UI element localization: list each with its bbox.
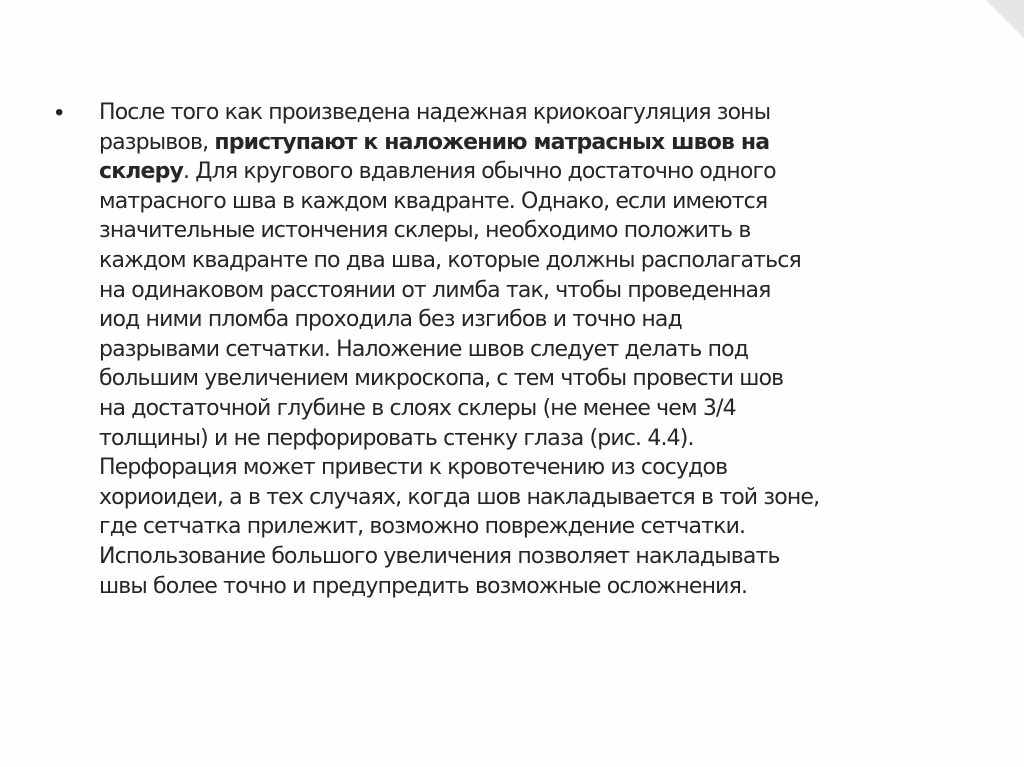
slide-corner-decoration [986,0,1024,38]
paragraph-line: разрывами сетчатки. Наложение швов следует делать под [99,336,749,362]
paragraph-line: каждом квадранте по два шва, которые должны располагаться [99,247,801,273]
paragraph-line: значительные истончения склеры, необходимо положить в [99,218,751,244]
paragraph-line: Использование большого увеличения позволяет накладывать [99,543,780,569]
paragraph-line: где сетчатка прилежит, возможно повреждение сетчатки. [99,514,746,540]
bullet-item [55,98,965,601]
paragraph-line: большим увеличением микроскопа, с тем чтобы провести шов [99,366,784,392]
bullet-marker: • [55,99,64,126]
paragraph-line: Перфорация может привести к кровотечению из сосудов [99,455,728,481]
slide-content [55,98,965,601]
bullet-paragraph [99,98,965,601]
paragraph-line: матрасного шва в каждом квадранте. Однако, если имеются [99,188,768,214]
paragraph-line: хориоидеи, а в тех случаях, когда шов накладывается в той зоне, [99,484,820,510]
paragraph-line: иод ними пломба проходила без изгибов и точно над [99,307,682,333]
paragraph-line: склеру. Для кругового вдавления обычно достаточно одного [99,159,776,185]
paragraph-line: на достаточной глубине в слоях склеры (не менее чем 3/4 [99,395,736,421]
paragraph-line: После того как произведена надежная криокоагуляция зоны [99,100,771,125]
paragraph-line: швы более точно и предупредить возможные осложнения. [99,573,748,599]
paragraph-line: толщины) и не перфорировать стенку глаза (рис. 4.4). [99,425,694,451]
emphasis-text: приступают к наложению матрасных швов на [214,129,770,155]
paragraph-line: на одинаковом расстоянии от лимба так, чтобы проведенная [99,277,771,303]
emphasis-text: склеру [99,159,183,185]
paragraph-line: разрывов, приступают к наложению матрасных швов на [99,129,770,155]
